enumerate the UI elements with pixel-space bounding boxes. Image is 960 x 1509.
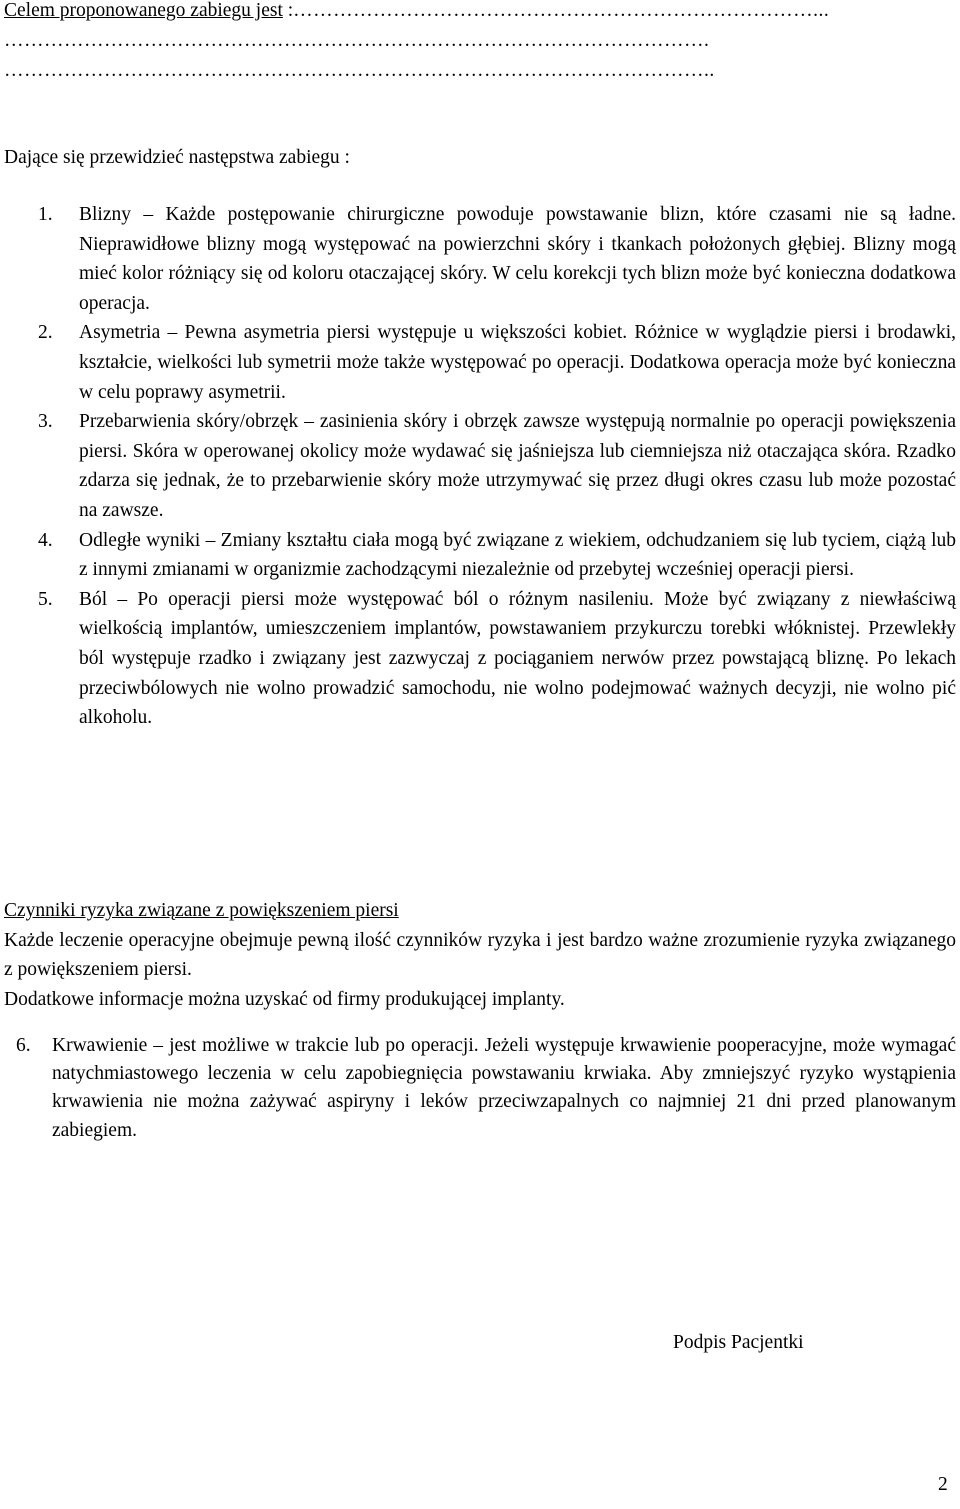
- purpose-line: [4, 0, 829, 22]
- risk-list: [8, 1012, 956, 1165]
- list-item: [8, 200, 956, 318]
- list-item-text: Krwawienie – jest możliwe w trakcie lub po operacji. Jeżeli występuje krwawienie pooperacyjne, może wymagać natychmiastowego leczenia w celu zapobiegnięcia powstawaniu krwiaka. Aby zmniejszyć ryzyko wystąpienia krwawienia nie można zażywać aspiryny i leków przeciwzapalnych co najmniej 21 dni przed planowanym zabiegiem.: [52, 1034, 956, 1141]
- page-number: 2: [938, 1474, 948, 1495]
- purpose-colon: :: [282, 0, 294, 21]
- list-item-number: 6.: [16, 1034, 31, 1056]
- list-item-text: Odległe wyniki – Zmiany kształtu ciała mogą być związane z wiekiem, odchudzaniem się lub tyciem, ciążą lub z innymi zmianami w organizmie zachodzącymi niezależnie od przebytej wcześniej operacji piersi.: [79, 529, 956, 581]
- risk-paragraph-1: Każde leczenie operacyjne obejmuje pewną ilość czynników ryzyka i jest bardzo ważne zrozumienie ryzyka związanego z powiększeniem piersi.: [4, 929, 956, 980]
- purpose-dots-1: ……………………………………………………………………...: [293, 0, 830, 21]
- risk-section: [4, 896, 956, 1014]
- consequences-heading: Dające się przewidzieć następstwa zabiegu :: [4, 147, 350, 168]
- list-item-number: 4.: [38, 529, 53, 551]
- list-item-text: Asymetria – Pewna asymetria piersi występuje u większości kobiet. Różnice w wyglądzie piersi i brodawki, kształcie, wielkości lub symetrii może także występować po operacji. Dodatkowa operacja może być konieczna w celu poprawy asymetrii.: [79, 322, 956, 403]
- list-item-number: 1.: [38, 204, 53, 225]
- list-item: [8, 318, 956, 407]
- risk-heading: Czynniki ryzyka związane z powiększeniem piersi: [4, 900, 399, 921]
- list-item-text: Przebarwienia skóry/obrzęk – zasinienia skóry i obrzęk zawsze występują normalnie po operacji powiększenia piersi. Skóra w operowanej okolicy może wydawać się jaśniejsza lub ciemniejsza niż otaczająca skóra. Rzadko zdarza się jednak, że to przebarwienie skóry może utrzymywać się przez długi okres czasu lub może pozostać na zawsze.: [79, 411, 956, 521]
- list-item-text: Blizny – Każde postępowanie chirurgiczne powoduje powstawanie blizn, które czasami nie są ładne. Nieprawidłowe blizny mogą występować na powierzchni skóry i tkankach położonych głębiej. Blizny mogą mieć kolor różniący się od koloru otaczającej skóry. W celu korekcji tych blizn może być konieczna dodatkowa operacja.: [79, 204, 956, 314]
- purpose-dots-2: …………………………………………………………………………………………….: [4, 30, 710, 51]
- risk-paragraph-2: Dodatkowe informacje można uzyskać od firmy produkującej implanty.: [4, 988, 565, 1010]
- list-item-number: 5.: [38, 588, 53, 610]
- list-item: [8, 585, 956, 733]
- consequences-list: [8, 200, 956, 733]
- list-item-number: 2.: [38, 322, 53, 344]
- signature-label: Podpis Pacjentki: [673, 1332, 804, 1353]
- list-item-text: Ból – Po operacji piersi może występować ból o różnym nasileniu. Może być związany z niewłaściwą wielkością implantów, umieszczeniem implantów, powstawaniem przykurczu torebki włóknistej. Przewlekły ból występuje rzadko i związany jest zazwyczaj z pociąganiem nerwów przez powstającą bliznę. Po lekach przeciwbólowych nie wolno prowadzić samochodu, nie wolno podejmować ważnych decyzji, nie wolno pić alkoholu.: [79, 588, 956, 729]
- list-item: [8, 407, 956, 525]
- list-item: [8, 1032, 956, 1146]
- list-item: [8, 526, 956, 585]
- list-item-number: 3.: [38, 411, 53, 433]
- purpose-dots-3: ……………………………………………………………………………………………..: [4, 60, 715, 81]
- purpose-label: Celem proponowanego zabiegu jest: [4, 0, 283, 21]
